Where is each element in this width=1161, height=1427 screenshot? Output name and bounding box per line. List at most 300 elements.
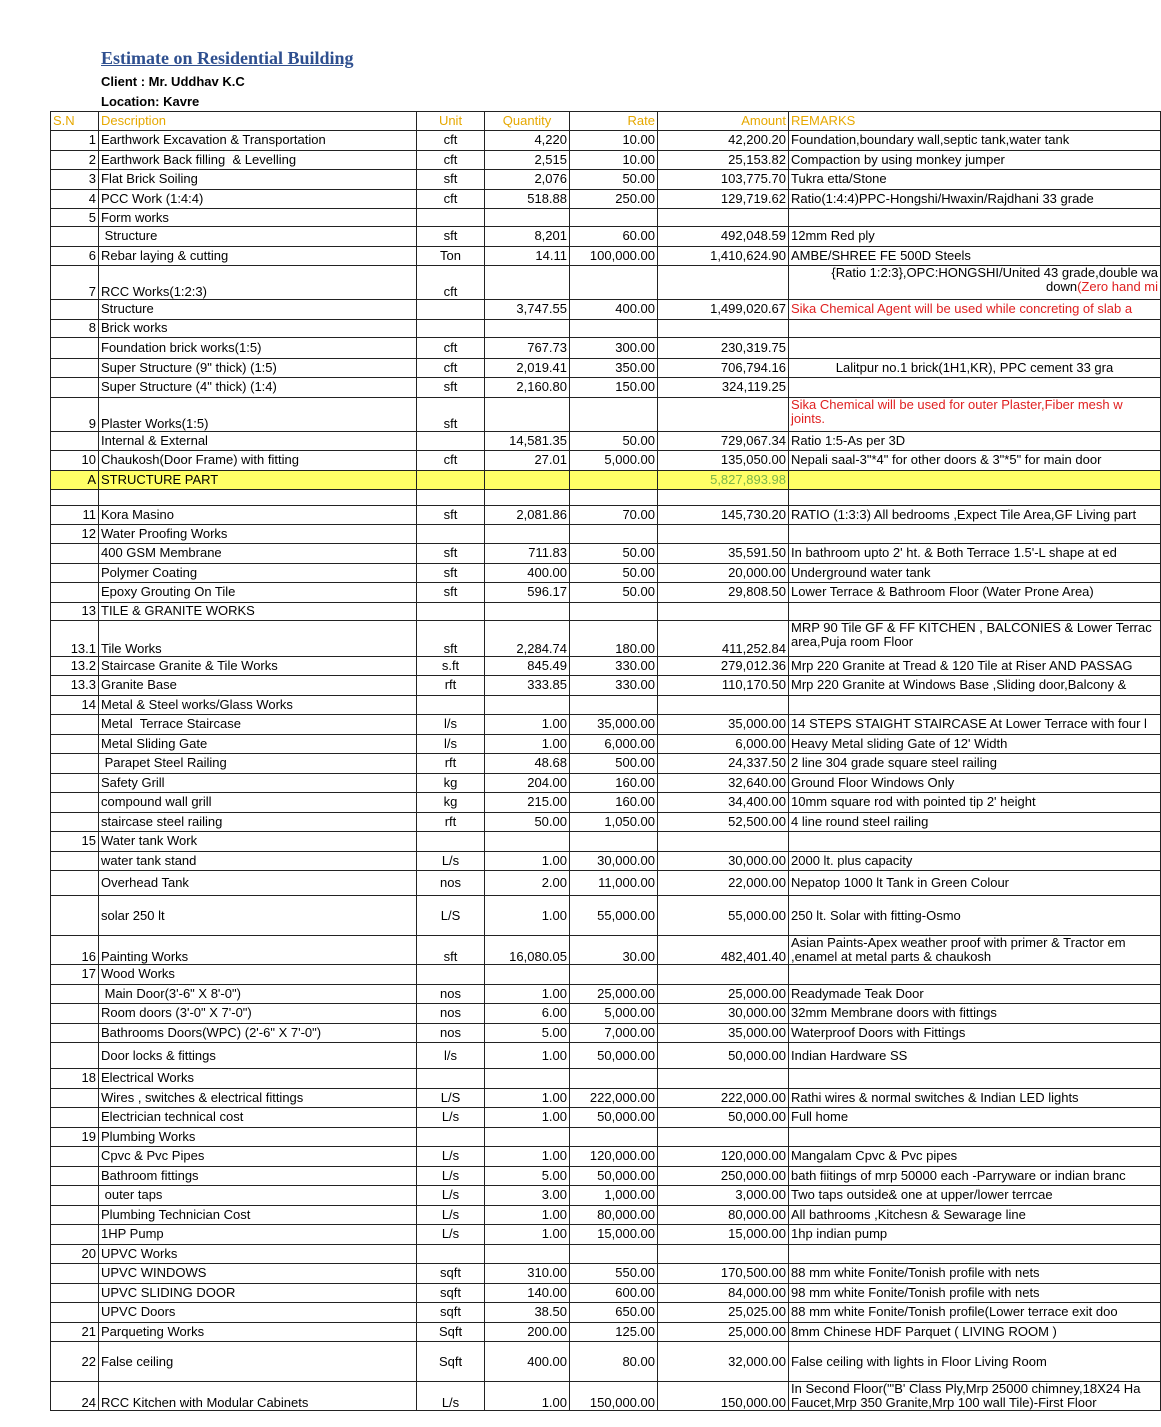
cell-unit (417, 1244, 485, 1264)
cell-remarks (789, 246, 1161, 266)
cell-amount: 3,000.00 (658, 1186, 789, 1206)
cell-amount: 110,170.50 (658, 676, 789, 696)
cell-quantity (485, 319, 570, 337)
cell-remarks (789, 676, 1161, 696)
cell-sn (51, 1283, 99, 1303)
cell-remarks (789, 754, 1161, 774)
cell-sn (51, 851, 99, 871)
cell-unit (417, 1127, 485, 1147)
cell-description: RCC Works(1:2:3) (99, 266, 417, 300)
remarks-line: 250 lt. Solar with fitting-Osmo (791, 907, 961, 923)
cell-remarks (789, 1283, 1161, 1303)
header-unit: Unit (417, 112, 485, 131)
cell-description (99, 489, 417, 505)
cell-sn (51, 378, 99, 398)
cell-description: Staircase Granite & Tile Works (99, 656, 417, 676)
cell-remarks (789, 358, 1161, 378)
cell-amount (658, 489, 789, 505)
table-row (51, 602, 1161, 620)
remarks-line: Sika Chemical Agent will be used while concreting of slab a (791, 301, 1133, 317)
cell-description: Parapet Steel Railing (99, 754, 417, 774)
cell-rate: 650.00 (570, 1303, 658, 1323)
cell-unit: L/s (417, 1186, 485, 1206)
cell-quantity: 215.00 (485, 793, 570, 813)
cell-remarks (789, 1069, 1161, 1089)
cell-description: Bathrooms Doors(WPC) (2'-6" X 7'-0") (99, 1023, 417, 1043)
cell-sn: 8 (51, 319, 99, 337)
cell-amount: 55,000.00 (658, 896, 789, 936)
cell-quantity: 1.00 (485, 984, 570, 1004)
cell-rate: 600.00 (570, 1283, 658, 1303)
cell-rate: 222,000.00 (570, 1088, 658, 1108)
cell-unit: nos (417, 1004, 485, 1024)
cell-description: Metal Sliding Gate (99, 734, 417, 754)
cell-sn (51, 1108, 99, 1128)
remarks-line: Indian Hardware SS (791, 1047, 908, 1063)
cell-quantity (485, 1244, 570, 1264)
table-row (51, 489, 1161, 505)
cell-sn: 6 (51, 246, 99, 266)
cell-rate: 330.00 (570, 676, 658, 696)
table-row (51, 1342, 1161, 1382)
cell-sn: 14 (51, 695, 99, 715)
cell-remarks (789, 337, 1161, 358)
table-row (51, 170, 1161, 190)
cell-description: Painting Works (99, 936, 417, 965)
table-row (51, 378, 1161, 398)
cell-remarks (789, 1186, 1161, 1206)
cell-description: UPVC SLIDING DOOR (99, 1283, 417, 1303)
cell-quantity: 14.11 (485, 246, 570, 266)
cell-sn: 24 (51, 1382, 99, 1411)
cell-remarks (789, 583, 1161, 603)
cell-rate: 50.00 (570, 583, 658, 603)
cell-unit (417, 695, 485, 715)
cell-quantity: 16,080.05 (485, 936, 570, 965)
cell-rate (570, 965, 658, 985)
cell-unit: Sqft (417, 1322, 485, 1342)
cell-quantity (485, 266, 570, 300)
cell-amount: 25,000.00 (658, 1322, 789, 1342)
cell-quantity: 2,081.86 (485, 505, 570, 524)
cell-quantity: 3.00 (485, 1186, 570, 1206)
cell-description: Electrician technical cost (99, 1108, 417, 1128)
cell-description: Main Door(3'-6" X 8'-0") (99, 984, 417, 1004)
cell-sn: 13.3 (51, 676, 99, 696)
table-row (51, 896, 1161, 936)
cell-amount: 35,000.00 (658, 715, 789, 735)
cell-rate (570, 695, 658, 715)
cell-sn (51, 1303, 99, 1323)
remarks-line: Readymade Teak Door (791, 985, 924, 1001)
cell-sn (51, 337, 99, 358)
cell-rate (570, 1127, 658, 1147)
cell-rate (570, 832, 658, 852)
header-quantity: Quantity (485, 112, 570, 131)
cell-rate: 50,000.00 (570, 1166, 658, 1186)
cell-quantity: 2,284.74 (485, 620, 570, 656)
cell-sn (51, 1023, 99, 1043)
cell-quantity: 2.00 (485, 871, 570, 896)
table-row (51, 1127, 1161, 1147)
cell-rate: 80,000.00 (570, 1205, 658, 1225)
cell-quantity: 310.00 (485, 1264, 570, 1284)
remarks-line-2: ,enamel at metal parts & chaukosh (791, 949, 992, 964)
cell-quantity: 711.83 (485, 544, 570, 564)
cell-description: Water Proofing Works (99, 524, 417, 544)
cell-sn (51, 431, 99, 451)
cell-amount (658, 965, 789, 985)
remarks-line: 1hp indian pump (791, 1226, 888, 1242)
cell-sn: 20 (51, 1244, 99, 1264)
cell-remarks (789, 832, 1161, 852)
cell-rate: 60.00 (570, 227, 658, 247)
cell-description: Earthwork Excavation & Transportation (99, 131, 417, 151)
cell-description: staircase steel railing (99, 812, 417, 832)
cell-amount: 35,591.50 (658, 544, 789, 564)
cell-quantity: 5.00 (485, 1166, 570, 1186)
cell-description: Granite Base (99, 676, 417, 696)
cell-amount: 150,000.00 (658, 1382, 789, 1411)
cell-description: Earthwork Back filling & Levelling (99, 150, 417, 170)
cell-description: Internal & External (99, 431, 417, 451)
cell-sn (51, 563, 99, 583)
table-row (51, 1244, 1161, 1264)
cell-rate (570, 266, 658, 300)
cell-unit: L/s (417, 1108, 485, 1128)
table-row (51, 984, 1161, 1004)
cell-quantity (485, 209, 570, 227)
cell-sn: 19 (51, 1127, 99, 1147)
cell-description: Super Structure (4" thick) (1:4) (99, 378, 417, 398)
cell-unit (417, 300, 485, 320)
cell-unit: L/s (417, 1382, 485, 1411)
cell-amount: 6,000.00 (658, 734, 789, 754)
cell-amount (658, 1127, 789, 1147)
remarks-line: Tukra etta/Stone (791, 171, 887, 187)
cell-description: Chaukosh(Door Frame) with fitting (99, 451, 417, 471)
remarks-line: MRP 90 Tile GF & FF KITCHEN , BALCONIES & Lower Terrac (791, 619, 1152, 635)
cell-amount: 25,000.00 (658, 984, 789, 1004)
cell-quantity: 1.00 (485, 851, 570, 871)
remarks-line: False ceiling with lights in Floor Living Room (791, 1353, 1047, 1369)
cell-rate (570, 1244, 658, 1264)
cell-rate: 15,000.00 (570, 1225, 658, 1245)
cell-amount: 250,000.00 (658, 1166, 789, 1186)
cell-sn (51, 984, 99, 1004)
cell-rate (570, 470, 658, 489)
cell-rate (570, 1069, 658, 1089)
cell-unit (417, 470, 485, 489)
remarks-line: bath fiitings of mrp 50000 each -Parryware or indian branc (791, 1167, 1126, 1183)
cell-description: UPVC Doors (99, 1303, 417, 1323)
cell-remarks (789, 936, 1161, 965)
cell-rate: 500.00 (570, 754, 658, 774)
cell-unit: nos (417, 871, 485, 896)
cell-sn: 18 (51, 1069, 99, 1089)
remarks-line: {Ratio 1:2:3},OPC:HONGSHI/United 43 grade,double wa (831, 265, 1158, 280)
cell-rate: 55,000.00 (570, 896, 658, 936)
cell-sn (51, 715, 99, 735)
cell-unit (417, 524, 485, 544)
remarks-line: AMBE/SHREE FE 500D Steels (791, 247, 971, 263)
cell-sn: 16 (51, 936, 99, 965)
cell-rate: 150.00 (570, 378, 658, 398)
cell-quantity (485, 965, 570, 985)
cell-amount: 29,808.50 (658, 583, 789, 603)
cell-amount: 80,000.00 (658, 1205, 789, 1225)
cell-description: RCC Kitchen with Modular Cabinets (99, 1382, 417, 1411)
table-row (51, 1225, 1161, 1245)
cell-sn: 5 (51, 209, 99, 227)
table-row (51, 965, 1161, 985)
cell-quantity: 2,515 (485, 150, 570, 170)
table-row (51, 544, 1161, 564)
remarks-line: Asian Paints-Apex weather proof with primer & Tractor em (791, 935, 1126, 950)
table-row (51, 1264, 1161, 1284)
table-row (51, 620, 1161, 656)
cell-quantity: 14,581.35 (485, 431, 570, 451)
cell-sn: 9 (51, 397, 99, 431)
cell-sn: 22 (51, 1342, 99, 1382)
table-row (51, 1043, 1161, 1069)
cell-rate: 400.00 (570, 300, 658, 320)
cell-unit (417, 319, 485, 337)
cell-sn: 10 (51, 451, 99, 471)
table-row (51, 1166, 1161, 1186)
cell-unit: rft (417, 676, 485, 696)
cell-rate: 50.00 (570, 563, 658, 583)
cell-sn (51, 773, 99, 793)
cell-amount: 230,319.75 (658, 337, 789, 358)
cell-unit: nos (417, 1023, 485, 1043)
cell-rate: 1,050.00 (570, 812, 658, 832)
cell-unit: l/s (417, 1043, 485, 1069)
cell-rate: 50,000.00 (570, 1108, 658, 1128)
cell-quantity: 596.17 (485, 583, 570, 603)
remarks-line: Foundation,boundary wall,septic tank,water tank (791, 132, 1070, 148)
cell-sn (51, 1166, 99, 1186)
cell-rate: 50,000.00 (570, 1043, 658, 1069)
cell-description: solar 250 lt (99, 896, 417, 936)
cell-quantity: 1.00 (485, 1147, 570, 1167)
table-row (51, 871, 1161, 896)
header-amount: Amount (658, 112, 789, 131)
location-line: Location: Kavre (101, 94, 200, 109)
cell-quantity: 1.00 (485, 1205, 570, 1225)
table-row (51, 1382, 1161, 1411)
cell-quantity (485, 602, 570, 620)
cell-rate: 150,000.00 (570, 1382, 658, 1411)
cell-rate: 80.00 (570, 1342, 658, 1382)
cell-description: Epoxy Grouting On Tile (99, 583, 417, 603)
cell-amount: 492,048.59 (658, 227, 789, 247)
cell-rate: 160.00 (570, 773, 658, 793)
cell-quantity (485, 1127, 570, 1147)
cell-rate: 35,000.00 (570, 715, 658, 735)
cell-description: Structure (99, 227, 417, 247)
cell-rate: 330.00 (570, 656, 658, 676)
cell-description: Plaster Works(1:5) (99, 397, 417, 431)
remarks-line: Two taps outside& one at upper/lower terrcae (791, 1187, 1053, 1203)
cell-amount: 35,000.00 (658, 1023, 789, 1043)
cell-description: False ceiling (99, 1342, 417, 1382)
cell-description: 1HP Pump (99, 1225, 417, 1245)
cell-quantity (485, 397, 570, 431)
cell-description: PCC Work (1:4:4) (99, 189, 417, 209)
cell-remarks (789, 1244, 1161, 1264)
cell-remarks (789, 656, 1161, 676)
table-row (51, 851, 1161, 871)
cell-unit: L/s (417, 1225, 485, 1245)
cell-description: Super Structure (9" thick) (1:5) (99, 358, 417, 378)
cell-amount: 279,012.36 (658, 656, 789, 676)
cell-description: UPVC WINDOWS (99, 1264, 417, 1284)
remarks-line: 88 mm white Fonite/Tonish profile(Lower terrace exit doo (791, 1304, 1118, 1320)
cell-unit: sft (417, 227, 485, 247)
table-row (51, 227, 1161, 247)
cell-sn (51, 896, 99, 936)
cell-unit: L/s (417, 1205, 485, 1225)
remarks-red-note: (Zero hand mi (1077, 279, 1158, 294)
client-line: Client : Mr. Uddhav K.C (101, 74, 245, 89)
cell-unit: Ton (417, 246, 485, 266)
remarks-line: Mrp 220 Granite at Tread & 120 Tile at Riser AND PASSAG (791, 657, 1133, 673)
cell-unit: sft (417, 544, 485, 564)
table-row (51, 1004, 1161, 1024)
cell-unit (417, 489, 485, 505)
cell-amount: 15,000.00 (658, 1225, 789, 1245)
remarks-line: Ground Floor Windows Only (791, 774, 955, 790)
table-row (51, 715, 1161, 735)
cell-remarks (789, 131, 1161, 151)
cell-amount: 482,401.40 (658, 936, 789, 965)
cell-quantity: 518.88 (485, 189, 570, 209)
cell-remarks (789, 1147, 1161, 1167)
cell-rate: 250.00 (570, 189, 658, 209)
remarks-line: Mangalam Cpvc & Pvc pipes (791, 1148, 958, 1164)
cell-remarks (789, 1225, 1161, 1245)
cell-remarks (789, 1166, 1161, 1186)
table-row (51, 812, 1161, 832)
cell-unit: cft (417, 150, 485, 170)
cell-sn (51, 1088, 99, 1108)
cell-amount: 25,153.82 (658, 150, 789, 170)
remarks-line: 4 line round steel railing (791, 813, 929, 829)
cell-quantity: 1.00 (485, 896, 570, 936)
cell-quantity: 400.00 (485, 563, 570, 583)
cell-description: Kora Masino (99, 505, 417, 524)
cell-amount (658, 319, 789, 337)
cell-sn: 7 (51, 266, 99, 300)
cell-sn: 11 (51, 505, 99, 524)
cell-remarks (789, 773, 1161, 793)
cell-amount (658, 1069, 789, 1089)
cell-remarks (789, 1342, 1161, 1382)
cell-amount (658, 524, 789, 544)
cell-unit: sft (417, 563, 485, 583)
cell-quantity: 1.00 (485, 1382, 570, 1411)
cell-quantity: 48.68 (485, 754, 570, 774)
cell-unit (417, 1069, 485, 1089)
remarks-line: 14 STEPS STAIGHT STAIRCASE At Lower Terrace with four l (791, 716, 1147, 732)
cell-remarks (789, 620, 1161, 656)
cell-amount: 145,730.20 (658, 505, 789, 524)
table-row (51, 1205, 1161, 1225)
cell-remarks (789, 170, 1161, 190)
cell-remarks (789, 602, 1161, 620)
cell-amount: 25,025.00 (658, 1303, 789, 1323)
cell-quantity: 1.00 (485, 1225, 570, 1245)
cell-quantity: 767.73 (485, 337, 570, 358)
cell-amount: 1,499,020.67 (658, 300, 789, 320)
remarks-line: 12mm Red ply (791, 228, 875, 244)
cell-unit: nos (417, 984, 485, 1004)
cell-description: Water tank Work (99, 832, 417, 852)
cell-remarks (789, 984, 1161, 1004)
cell-quantity (485, 524, 570, 544)
cell-remarks (789, 1382, 1161, 1411)
cell-amount: 42,200.20 (658, 131, 789, 151)
cell-quantity: 200.00 (485, 1322, 570, 1342)
cell-sn: 15 (51, 832, 99, 852)
cell-description: Structure (99, 300, 417, 320)
cell-rate (570, 319, 658, 337)
cell-remarks (789, 563, 1161, 583)
table-row (51, 1283, 1161, 1303)
cell-amount (658, 1244, 789, 1264)
cell-rate: 30,000.00 (570, 851, 658, 871)
cell-remarks (789, 793, 1161, 813)
cell-remarks (789, 397, 1161, 431)
cell-description: Metal Terrace Staircase (99, 715, 417, 735)
cell-quantity: 6.00 (485, 1004, 570, 1024)
cell-quantity: 2,076 (485, 170, 570, 190)
cell-description: outer taps (99, 1186, 417, 1206)
table-row (51, 524, 1161, 544)
table-row (51, 1322, 1161, 1342)
cell-amount (658, 209, 789, 227)
cell-sn: 17 (51, 965, 99, 985)
cell-amount: 103,775.70 (658, 170, 789, 190)
cell-rate: 50.00 (570, 170, 658, 190)
remarks-line: 2000 lt. plus capacity (791, 852, 913, 868)
remarks-line: Compaction by using monkey jumper (791, 151, 1005, 167)
cell-description: STRUCTURE PART (99, 470, 417, 489)
cell-unit: sqft (417, 1303, 485, 1323)
table-row (51, 337, 1161, 358)
cell-rate (570, 602, 658, 620)
remarks-line: In Second Floor("'B' Class Ply,Mrp 25000 chimney,18X24 Ha (791, 1381, 1141, 1396)
cell-sn: 12 (51, 524, 99, 544)
cell-sn: 1 (51, 131, 99, 151)
cell-unit: l/s (417, 734, 485, 754)
remarks-line: 32mm Membrane doors with fittings (791, 1005, 997, 1021)
cell-amount (658, 397, 789, 431)
cell-remarks (789, 1004, 1161, 1024)
cell-sn: 13.2 (51, 656, 99, 676)
cell-remarks (789, 189, 1161, 209)
cell-remarks (789, 227, 1161, 247)
cell-unit (417, 965, 485, 985)
cell-quantity: 50.00 (485, 812, 570, 832)
cell-remarks (789, 505, 1161, 524)
cell-quantity (485, 489, 570, 505)
remarks-line: Lower Terrace & Bathroom Floor (Water Prone Area) (791, 584, 1094, 600)
cell-sn (51, 1147, 99, 1167)
table-row (51, 209, 1161, 227)
cell-unit: cft (417, 358, 485, 378)
